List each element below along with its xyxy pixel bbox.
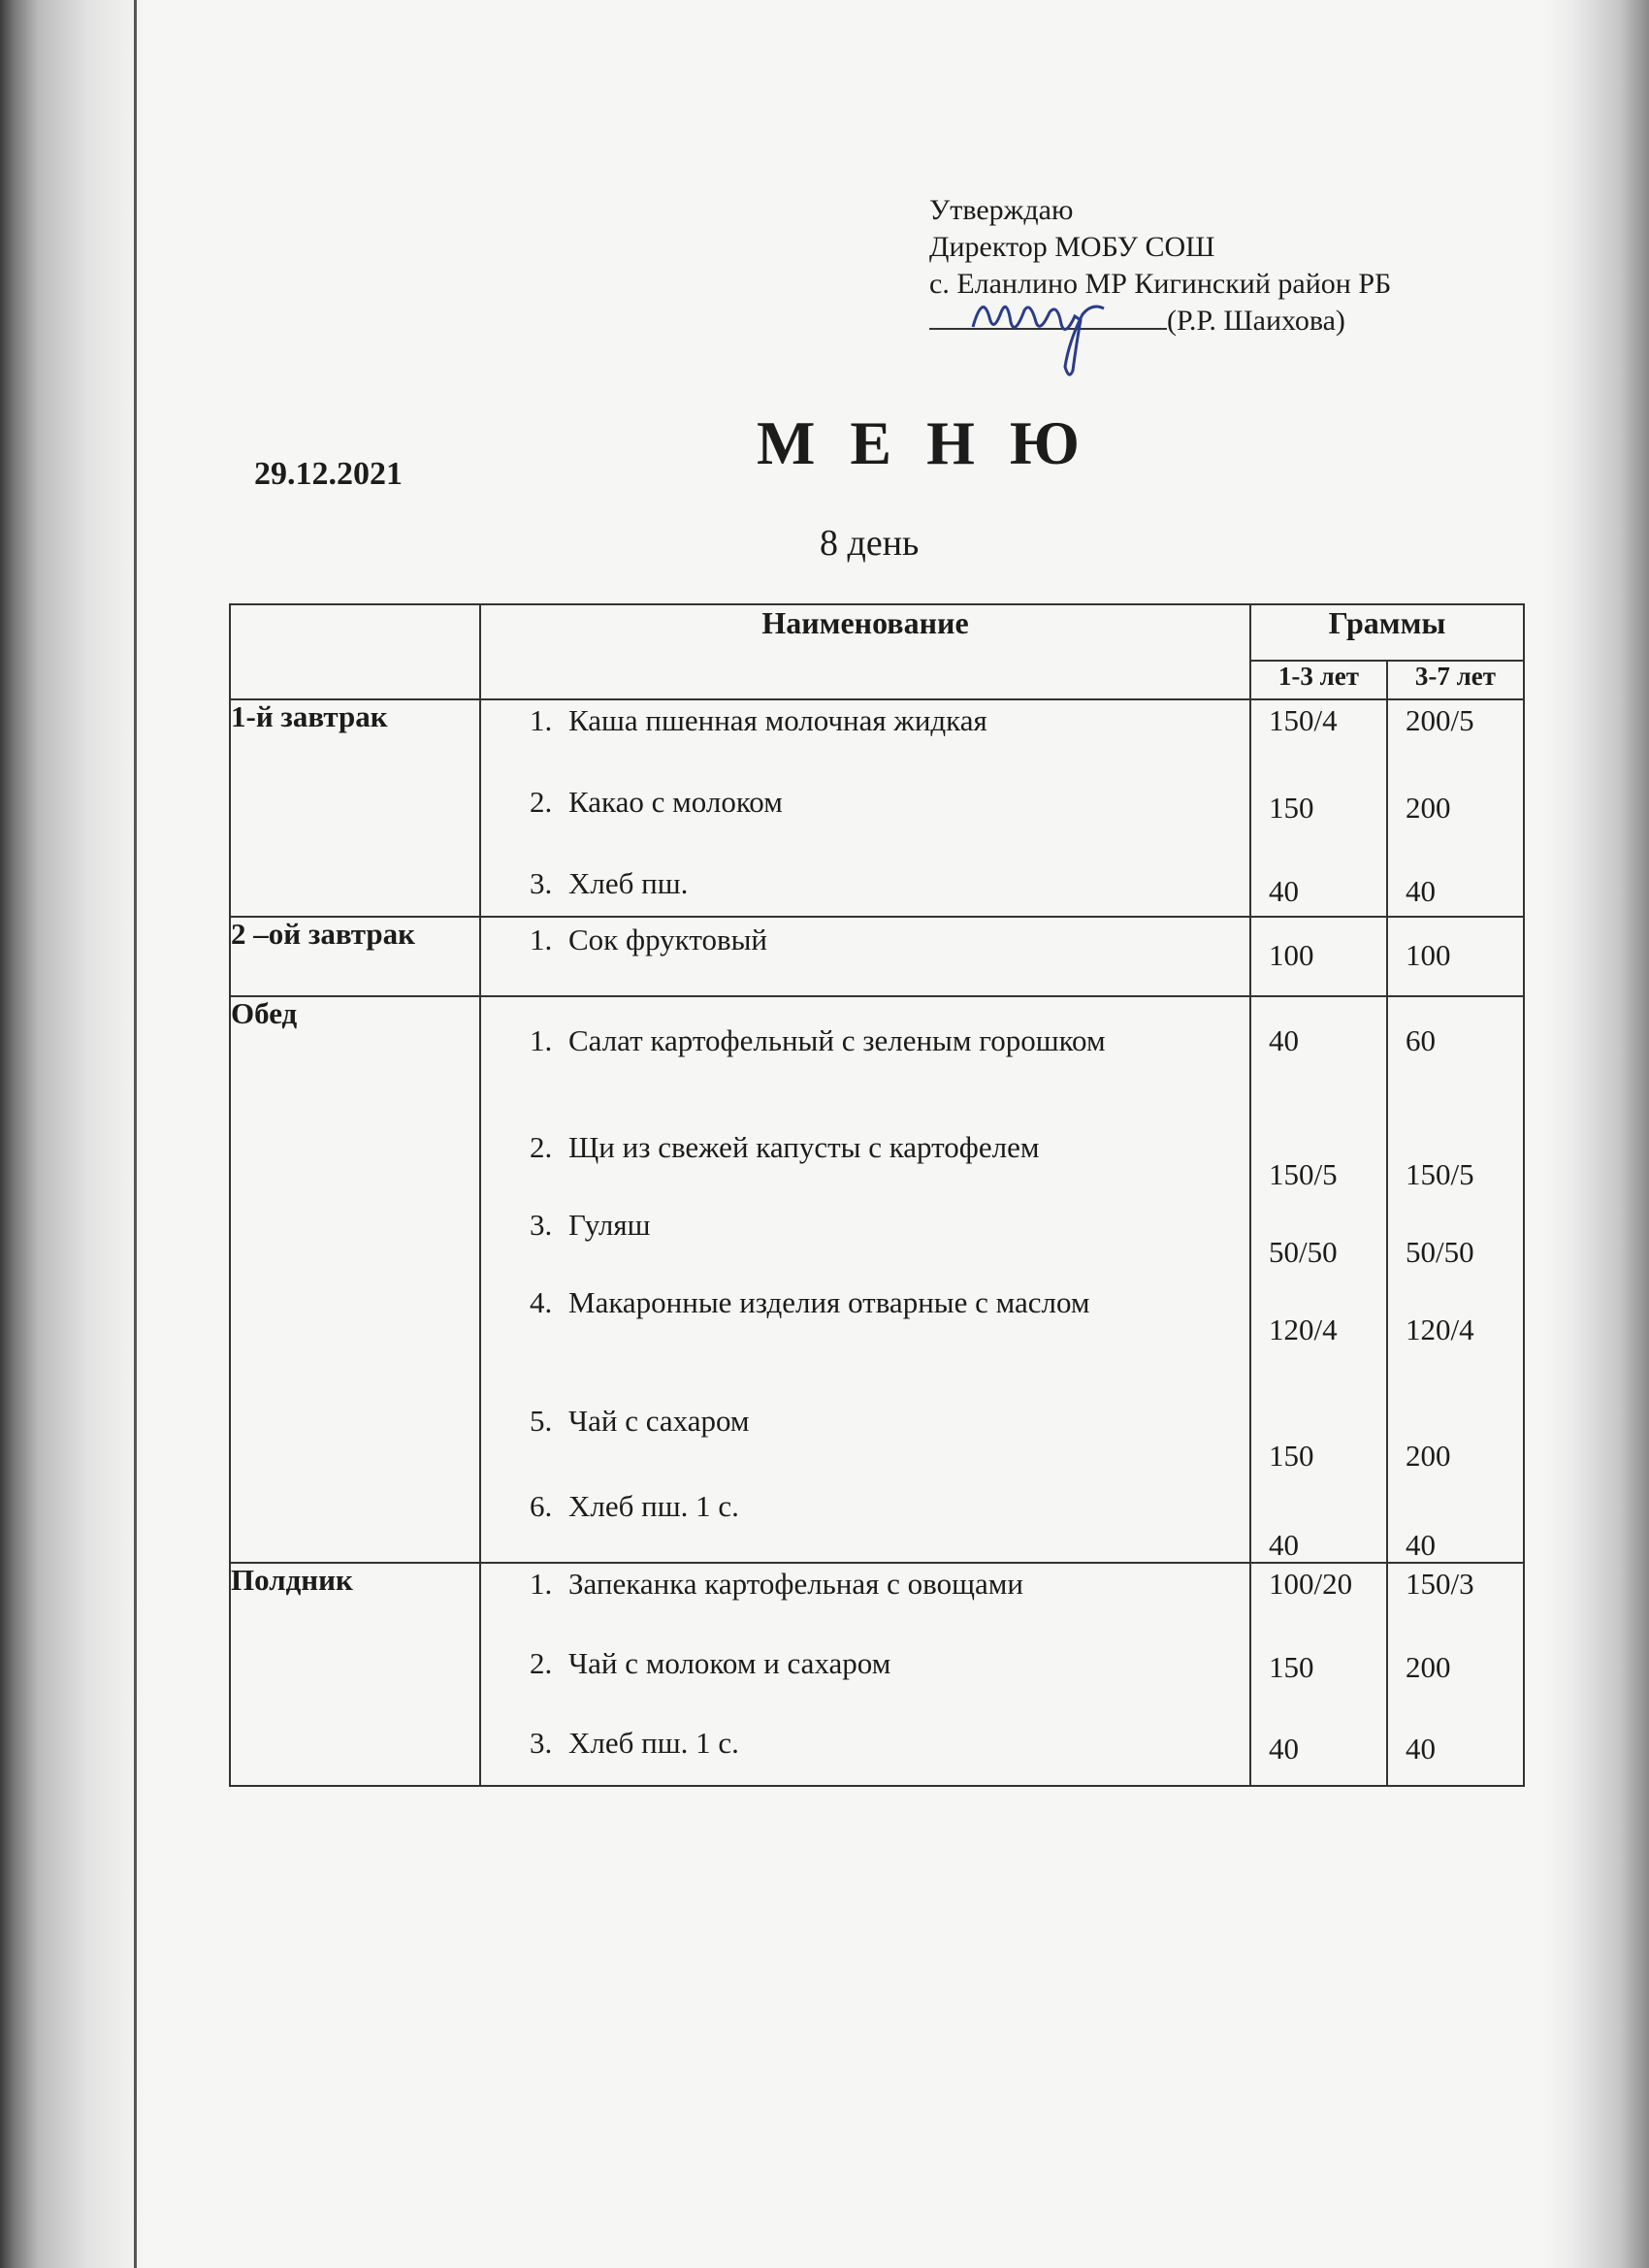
header-row (230, 604, 1524, 661)
dish-number: 6. (530, 1489, 553, 1523)
grams-col-2 (1387, 699, 1524, 917)
list-item (481, 786, 1249, 867)
approval-line-3: с. Еланлино МР Кигинский район РБ (929, 268, 1392, 300)
grams-value: 150/5 (1406, 1157, 1474, 1191)
scan-fold-line (134, 0, 137, 2268)
dish-list (480, 917, 1250, 996)
header-name: Наименование (480, 604, 1250, 699)
grams-value: 40 (1406, 874, 1436, 908)
grams-col-1 (1250, 699, 1387, 917)
list-item (481, 1568, 1249, 1647)
dish-number: 1. (530, 923, 553, 956)
dish-name: Хлеб пш. 1 с. (568, 1489, 739, 1523)
grams-value: 100 (1406, 938, 1451, 972)
grams-value: 60 (1406, 1023, 1436, 1057)
grams-col-1 (1250, 996, 1387, 1563)
signatory-name: (Р.Р. Шаихова) (1167, 305, 1345, 337)
list-item (481, 1131, 1249, 1209)
grams-value: 200 (1406, 1439, 1451, 1473)
grams-col-1 (1250, 1563, 1387, 1786)
dish-number: 3. (530, 866, 553, 900)
dish-number: 3. (530, 1726, 553, 1760)
meal-row-snack (230, 1563, 1524, 1786)
dish-number: 1. (530, 1023, 553, 1057)
dish-number: 2. (530, 1646, 553, 1680)
grams-value: 40 (1269, 1023, 1299, 1057)
grams-value: 150/3 (1406, 1567, 1474, 1601)
dish-number: 4. (530, 1285, 553, 1319)
approval-line-2: Директор МОБУ СОШ (929, 231, 1215, 263)
scan-shadow-left (0, 0, 146, 2268)
dish-list (480, 1563, 1250, 1786)
grams-value: 40 (1269, 1528, 1299, 1562)
dish-name: Каша пшенная молочная жидкая (568, 703, 987, 737)
dish-name: Запеканка картофельная с овощами (568, 1567, 1023, 1601)
grams-value: 120/4 (1269, 1312, 1338, 1346)
header-age-1: 1-3 лет (1250, 661, 1387, 699)
handwritten-signature (968, 274, 1114, 380)
dish-name: Хлеб пш. (568, 866, 689, 900)
list-item (481, 1727, 1249, 1766)
menu-day: 8 день (820, 523, 920, 564)
header-age-2: 3-7 лет (1387, 661, 1524, 699)
list-item (481, 923, 1249, 956)
scan-shadow-right (1542, 0, 1649, 2268)
meal-row-lunch (230, 996, 1524, 1563)
dish-number: 1. (530, 703, 553, 737)
list-item (481, 1647, 1249, 1727)
meal-label: 1-й завтрак (230, 699, 480, 917)
dish-name: Хлеб пш. 1 с. (568, 1726, 739, 1760)
meal-row-second-breakfast (230, 917, 1524, 996)
grams-value: 200 (1406, 1650, 1451, 1684)
approval-line-1: Утверждаю (929, 194, 1074, 226)
grams-value: 150 (1269, 1439, 1314, 1473)
dish-name: Салат картофельный с зеленым горошком (568, 1023, 1106, 1057)
grams-value: 50/50 (1406, 1235, 1474, 1269)
grams-value: 40 (1406, 1732, 1436, 1766)
header-meal-cell (230, 604, 480, 699)
grams-value: 50/50 (1269, 1235, 1338, 1269)
dish-name: Чай с сахаром (568, 1404, 750, 1438)
list-item (481, 1286, 1249, 1405)
grams-col-1 (1250, 917, 1387, 996)
meal-row-breakfast (230, 699, 1524, 917)
dish-name: Щи из свежей капусты с картофелем (568, 1130, 1040, 1164)
dish-number: 2. (530, 785, 553, 819)
grams-value: 200 (1406, 791, 1451, 825)
dish-name: Гуляш (568, 1208, 651, 1242)
dish-name: Макаронные изделия отварные с маслом (568, 1285, 1090, 1319)
grams-col-2 (1387, 996, 1524, 1563)
grams-value: 40 (1406, 1528, 1436, 1562)
page-title: М Е Н Ю (757, 408, 1089, 477)
meal-label: Обед (230, 996, 480, 1563)
dish-number: 5. (530, 1404, 553, 1438)
menu-date: 29.12.2021 (254, 456, 403, 492)
grams-value: 120/4 (1406, 1312, 1474, 1346)
dish-number: 3. (530, 1208, 553, 1242)
signature-line (929, 303, 1472, 340)
grams-col-2 (1387, 917, 1524, 996)
approval-block (929, 192, 1472, 340)
meal-label: Полдник (230, 1563, 480, 1786)
list-item (481, 1490, 1249, 1529)
dish-list (480, 996, 1250, 1563)
grams-value: 40 (1269, 1732, 1299, 1766)
dish-number: 1. (530, 1567, 553, 1601)
dish-number: 2. (530, 1130, 553, 1164)
grams-value: 100 (1269, 938, 1314, 972)
list-item (481, 867, 1249, 906)
list-item (481, 1209, 1249, 1286)
dish-name: Чай с молоком и сахаром (568, 1646, 891, 1680)
grams-value: 150/4 (1269, 703, 1338, 737)
dish-list (480, 699, 1250, 917)
dish-name: Сок фруктовый (568, 923, 768, 956)
grams-col-2 (1387, 1563, 1524, 1786)
header-grams: Граммы (1250, 604, 1524, 661)
grams-value: 200/5 (1406, 703, 1474, 737)
list-item (481, 704, 1249, 786)
grams-value: 150 (1269, 1650, 1314, 1684)
meal-label: 2 –ой завтрак (230, 917, 480, 996)
grams-value: 150 (1269, 791, 1314, 825)
grams-value: 100/20 (1269, 1567, 1353, 1601)
grams-value: 40 (1269, 874, 1299, 908)
list-item (481, 1024, 1249, 1131)
list-item (481, 1405, 1249, 1490)
menu-table (229, 603, 1525, 1787)
dish-name: Какао с молоком (568, 785, 783, 819)
grams-value: 150/5 (1269, 1157, 1338, 1191)
